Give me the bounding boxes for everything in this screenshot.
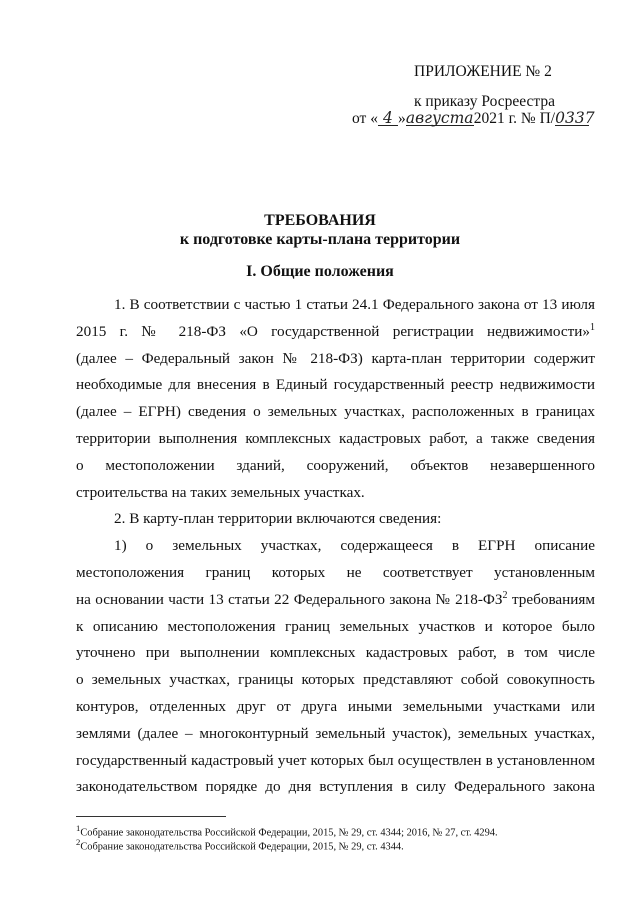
appendix-label: ПРИЛОЖЕНИЕ № 2: [414, 63, 552, 80]
footnote-mark: 1: [76, 823, 81, 833]
footnote-divider: [76, 816, 226, 817]
text-line: государственный кадастровый учет которых был осуществлен в установленном: [76, 751, 595, 769]
text-line: 1) о земельных участках, содержащееся в ЕГРН описание: [114, 537, 595, 555]
text-line: необходимые для внесения в Единый государственный реестр недвижимости: [76, 376, 595, 394]
text-line: (далее – ЕГРН) сведения о земельных участках, расположенных в границах: [76, 403, 595, 421]
text-line: строительства на таких земельных участках.: [76, 483, 365, 501]
text-line: 2. В карту-план территории включаются сведения:: [114, 510, 442, 528]
text-line: контуров, отделенных друг от друга иными земельными участками или: [76, 697, 595, 715]
text-line: местоположения границ которых не соответствует установленным: [76, 563, 595, 581]
from-prefix: от «: [352, 110, 378, 127]
document-title: ТРЕБОВАНИЯ: [264, 212, 376, 229]
quote-close: »: [397, 110, 406, 127]
text-line: о местоположении зданий, сооружений, объектов незавершенного: [76, 456, 595, 474]
text-line: 1. В соответствии с частью 1 статьи 24.1 Федерального закона от 13 июля: [114, 296, 595, 313]
footnote-ref: 1: [590, 321, 595, 333]
text-line: к описанию местоположения границ земельных участков и которое было: [76, 617, 595, 635]
text-line: территории выполнения комплексных кадастровых работ, а также сведения: [76, 429, 595, 447]
body-text: [76, 292, 595, 801]
handwritten-day: 4: [378, 111, 398, 126]
text-line: законодательством порядке до дня вступления в силу Федерального закона: [76, 778, 595, 796]
year-and-number-prefix: 2021 г. № П/: [473, 110, 556, 127]
footnote-2: $^2$Собрание законодательства Российской Федерации, 2015, № 29, ст. 4344.: [76, 837, 404, 853]
document-subtitle: к подготовке карты-плана территории: [179, 231, 461, 248]
footnote-mark: 2: [76, 837, 81, 847]
footnote-1: $^1$Собрание законодательства Российской Федерации, 2015, № 29, ст. 4344; 2016, № 27, ст. 4294.: [76, 823, 498, 839]
text-line: (далее – Федеральный закон № 218-ФЗ) карта-план территории содержит: [76, 349, 595, 367]
text-line: 2015 г. № 218-ФЗ «О государственной регистрации недвижимости»$^1$: [76, 321, 595, 340]
handwritten-order-number: 0337: [555, 109, 595, 127]
order-date-line: [352, 109, 595, 128]
order-reference: к приказу Росреестра: [414, 93, 555, 110]
handwritten-month: августа: [405, 109, 474, 127]
text-line: на основании части 13 статьи 22 Федерального закона № $218-ФЗ^2$ требованиям: [76, 589, 596, 608]
text-line: землями (далее – многоконтурный земельный участок), земельных участках,: [76, 724, 595, 742]
text-line: о земельных участках, границы которых представляют собой совокупность: [76, 671, 595, 689]
text-line: уточнено при выполнении комплексных кадастровых работ, в том числе: [76, 644, 595, 662]
footnote-ref: 2: [502, 589, 508, 601]
section-heading: I. Общие положения: [246, 263, 394, 280]
